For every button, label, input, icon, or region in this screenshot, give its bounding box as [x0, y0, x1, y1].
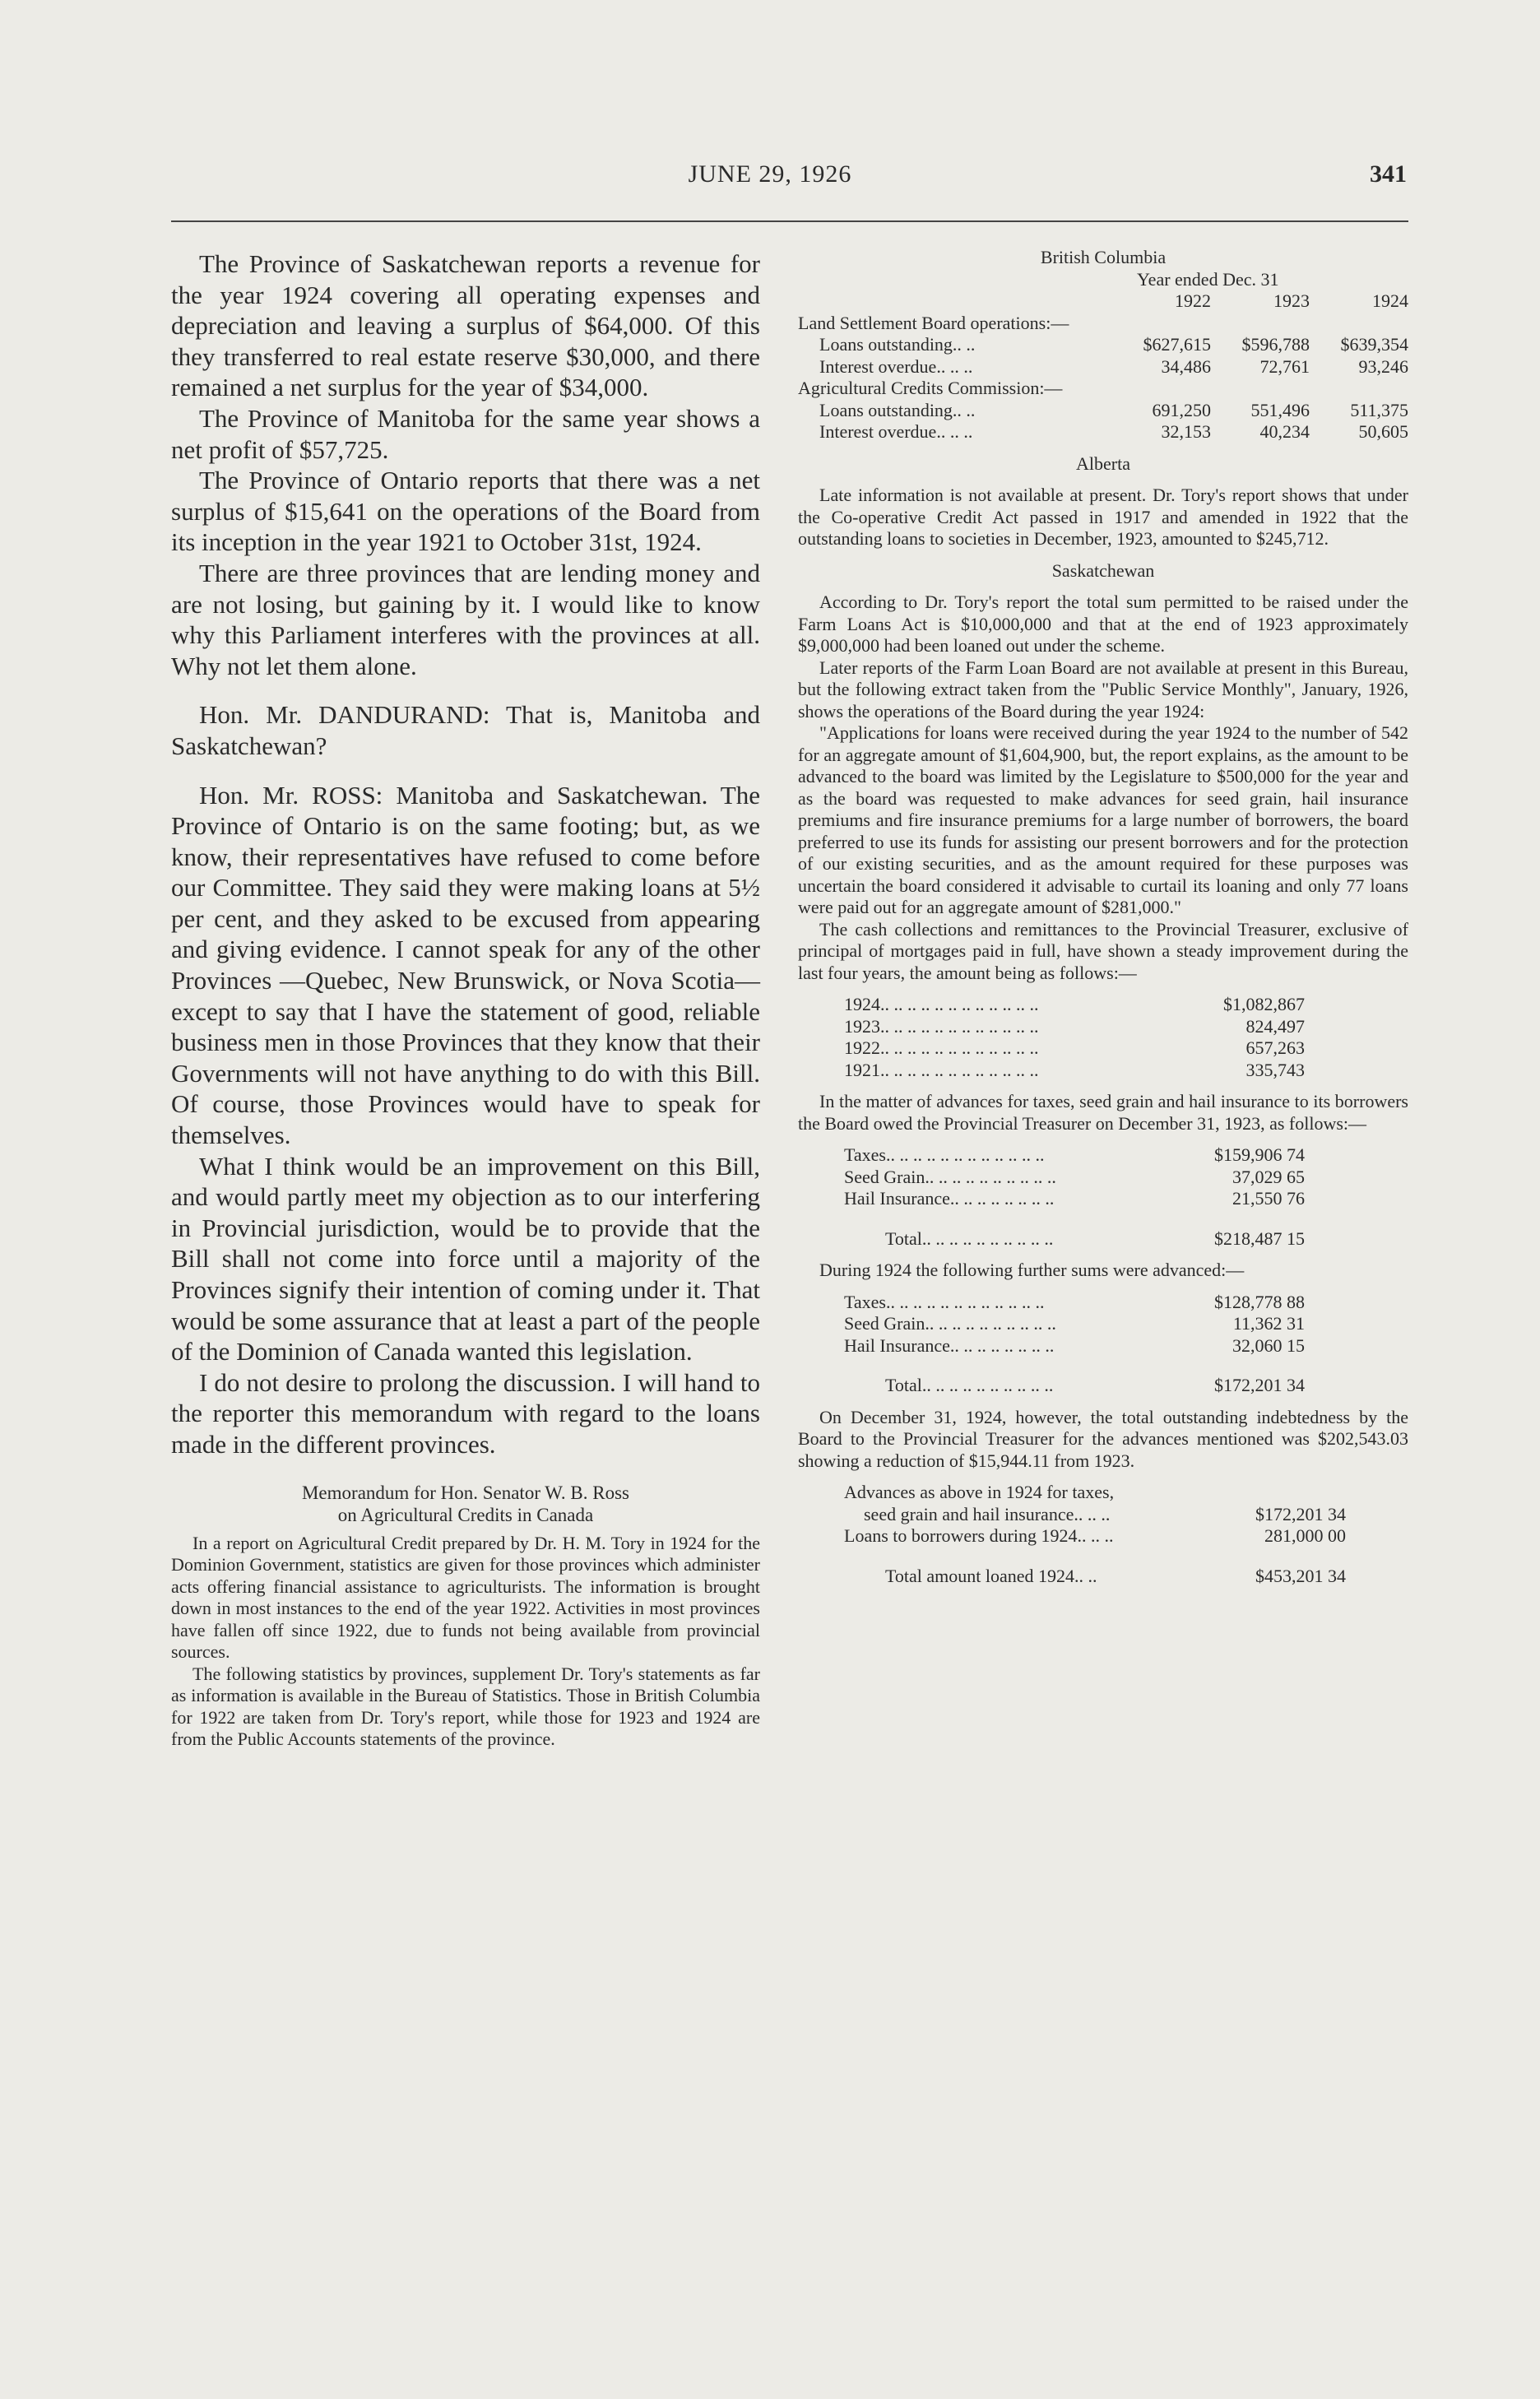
section-heading: British Columbia — [1040, 247, 1167, 267]
paragraph: Later reports of the Farm Loan Board are not available at present in this Bureau, but the following extract taken from the "Public Service Monthly", January, 1926, shows the operations of the Board during the year 1924: — [798, 657, 1408, 722]
year-cell: 1923 — [1273, 290, 1310, 311]
year-cell: 1924 — [1372, 290, 1408, 311]
cell: $627,615 — [1143, 334, 1211, 355]
quote-paragraph: "Applications for loans were received during the year 1924 to the number of 542 for an aggregate amount of $1,604,900, but, the report explains, as the amount to be advanced to the board was limited by the Legislature to $500,000 for the year and as the board was requested to make advances for seed grain, hail insurance premiums and fire insurance premiums for a large number of borrowers, the board preferred to use its funds for assisting our present borrowers and for the protection of our existing securities, and as the amount required for these purposes was uncertain the board considered it advisable to curtail its loaning and only 77 loans were paid out for an aggregate amount of $281,000." — [798, 722, 1408, 917]
memo-title-line: Memorandum for Hon. Senator W. B. Ross — [301, 1482, 629, 1503]
total-row: Total.. .. .. .. .. .. .. .. .. .. $172,201 34 — [885, 1375, 1305, 1395]
paragraph: The Province of Ontario reports that there was a net surplus of $15,641 on the operations of the Board from its inception in the year 1921 to October 31st, 1924. — [171, 466, 760, 557]
section-heading: Alberta — [1076, 452, 1130, 474]
header-rule — [171, 220, 1408, 222]
paragraph: Hon. Mr. ROSS: Manitoba and Saskatchewan. The Province of Ontario is on the same footing; but, as we know, their representatives have refused to come before our Committee. They said they were making loans at 5½ per cent, and they asked to be excused from appearing and giving evidence. I cannot speak for any of the other Provinces —Quebec, New Brunswick, or Nova Scotia— except to say that I have the statement of good, reliable business men in those Provinces that they know that their Governments will not have anything to do with this Bill. Of course, those Provinces would have to speak for themselves. — [171, 780, 760, 1150]
list-item: Seed Grain.. .. .. .. .. .. .. .. .. .. 37,029 65 — [844, 1166, 1305, 1187]
cell: $596,788 — [1241, 334, 1310, 355]
paragraph: On December 31, 1924, however, the total outstanding indebtedness by the Board to the Provincial Treasurer for the advances mentioned was $202,543.03 showing a reduction of $15,944.11 from 1923. — [798, 1406, 1408, 1471]
owed-list — [798, 1144, 1408, 1250]
list-item: Hail Insurance.. .. .. .. .. .. .. .. 32,060 15 — [844, 1334, 1305, 1356]
cell: 40,234 — [1259, 421, 1310, 442]
total-row: Total.. .. .. .. .. .. .. .. .. .. $218,487 15 — [885, 1227, 1305, 1249]
year-header: Year ended Dec. 31 — [1137, 268, 1279, 290]
cell: 511,375 — [1350, 399, 1408, 420]
memo-paragraph: The following statistics by provinces, supplement Dr. Tory's statements as far as information is available in the Bureau of Statistics. Those in British Columbia for 1922 are taken from Dr. Tory's report, while those for 1923 and 1924 are from the Public Accounts statements of the province. — [171, 1663, 760, 1750]
section-heading: Saskatchewan — [1051, 559, 1155, 581]
group-label: Land Settlement Board operations:— — [798, 312, 1069, 333]
row-label: Interest overdue.. .. .. — [819, 355, 973, 377]
right-column — [798, 247, 1408, 1587]
memo-paragraph: In a report on Agricultural Credit prepared by Dr. H. M. Tory in 1924 for the Dominion Government, statistics are given for those provinces which administer acts offering financial assistance to agriculturists. The information is brought down in most instances to the end of the year 1922. Activities in most provinces have fallen off since 1922, due to funds not being available from provincial sources. — [171, 1532, 760, 1663]
list-item: 1921.. .. .. .. .. .. .. .. .. .. .. .. 335,743 — [844, 1059, 1305, 1080]
advanced-list — [798, 1292, 1408, 1397]
cell: 93,246 — [1358, 355, 1408, 377]
paragraph: There are three provinces that are lending money and are not losing, but gaining by it. I would like to know why this Parliament interferes with the provinces at all. Why not let them alone. — [171, 558, 760, 680]
row-label: Interest overdue.. .. .. — [819, 421, 973, 442]
cell: 691,250 — [1152, 399, 1211, 420]
row-label: Loans outstanding.. .. — [819, 399, 976, 420]
cell: 551,496 — [1250, 399, 1310, 420]
page-date: JUNE 29, 1926 — [688, 160, 852, 188]
summary-row: Loans to borrowers during 1924.. .. .. 281,000 00 — [844, 1525, 1346, 1546]
page-number: 341 — [1370, 160, 1407, 188]
summary-line: Advances as above in 1924 for taxes, — [844, 1482, 1115, 1502]
paragraph: What I think would be an improvement on this Bill, and would partly meet my objection as to our interfering in Provincial jurisdiction, would be to provide that the Bill shall not come into force until a majority of the Provinces signify their intention of coming under it. That would be some assurance that at least a part of the people of the Dominion of Canada wanted this legislation. — [171, 1151, 760, 1367]
memo-title-line: on Agricultural Credits in Canada — [337, 1504, 594, 1525]
paragraph: I do not desire to prolong the discussion. I will hand to the reporter this memorandum with regard to the loans made in the different provinces. — [171, 1367, 760, 1459]
cell: 50,605 — [1358, 421, 1408, 442]
table-header-row — [798, 269, 1408, 291]
summary-row: seed grain and hail insurance.. .. .. $172,201 34 — [864, 1503, 1346, 1524]
table-row — [798, 356, 1408, 378]
paragraph: In the matter of advances for taxes, seed grain and hail insurance to its borrowers the Board owed the Provincial Treasurer on December 31, 1923, as follows:— — [798, 1091, 1408, 1134]
cell: 72,761 — [1259, 355, 1310, 377]
summary-total-row: Total amount loaned 1924.. .. $453,201 34 — [885, 1565, 1346, 1586]
list-item: Hail Insurance.. .. .. .. .. .. .. .. 21,550 76 — [844, 1188, 1305, 1209]
paragraph: During 1924 the following further sums were advanced:— — [819, 1260, 1245, 1280]
list-item: 1924.. .. .. .. .. .. .. .. .. .. .. .. $1,082,867 — [844, 994, 1305, 1014]
table-row — [798, 400, 1408, 422]
paragraph: Late information is not available at present. Dr. Tory's report shows that under the Co-operative Credit Act passed in 1917 and amended in 1922 that the outstanding loans to societies in December, 1923, amounted to $245,712. — [798, 485, 1408, 549]
row-label: Loans outstanding.. .. — [819, 334, 976, 355]
paragraph: The Province of Saskatchewan reports a revenue for the year 1924 covering all operating expenses and depreciation and leaving a surplus of $64,000. Of this they transferred to real estate reserve $30,000, and there remained a net surplus for the year of $34,000. — [171, 249, 760, 402]
paragraph: According to Dr. Tory's report the total sum permitted to be raised under the Farm Loans Act is $10,000,000 and that at the end of 1923 approximately $9,000,000 had been loaned out under the scheme. — [798, 592, 1408, 656]
list-item: Taxes.. .. .. .. .. .. .. .. .. .. .. .. $128,778 88 — [844, 1291, 1305, 1312]
list-item: Seed Grain.. .. .. .. .. .. .. .. .. .. 11,362 31 — [844, 1313, 1305, 1334]
cell: $639,354 — [1340, 334, 1408, 355]
memo-title — [171, 1482, 760, 1526]
cell: 34,486 — [1161, 355, 1211, 377]
paragraph: The Province of Manitoba for the same year shows a net profit of $57,725. — [171, 403, 760, 464]
collections-list — [798, 994, 1408, 1081]
list-item: 1922.. .. .. .. .. .. .. .. .. .. .. .. 657,263 — [844, 1037, 1305, 1058]
paragraph: The cash collections and remittances to the Provincial Treasurer, exclusive of principal of mortgages paid in full, have shown a steady improvement during the last four years, the amount being as follows:— — [798, 918, 1408, 983]
table-row — [798, 421, 1408, 443]
left-column — [171, 248, 760, 1751]
table-header-row — [798, 290, 1408, 313]
table-row — [798, 334, 1408, 356]
paragraph: Hon. Mr. DANDURAND: That is, Manitoba and Saskatchewan? — [171, 700, 760, 760]
cell: 32,153 — [1161, 421, 1211, 442]
year-cell: 1922 — [1175, 290, 1211, 311]
summary-block — [798, 1482, 1408, 1587]
group-label: Agricultural Credits Commission:— — [798, 378, 1063, 398]
list-item: 1923.. .. .. .. .. .. .. .. .. .. .. .. 824,497 — [844, 1015, 1305, 1037]
list-item: Taxes.. .. .. .. .. .. .. .. .. .. .. .. $159,906 74 — [844, 1144, 1305, 1165]
